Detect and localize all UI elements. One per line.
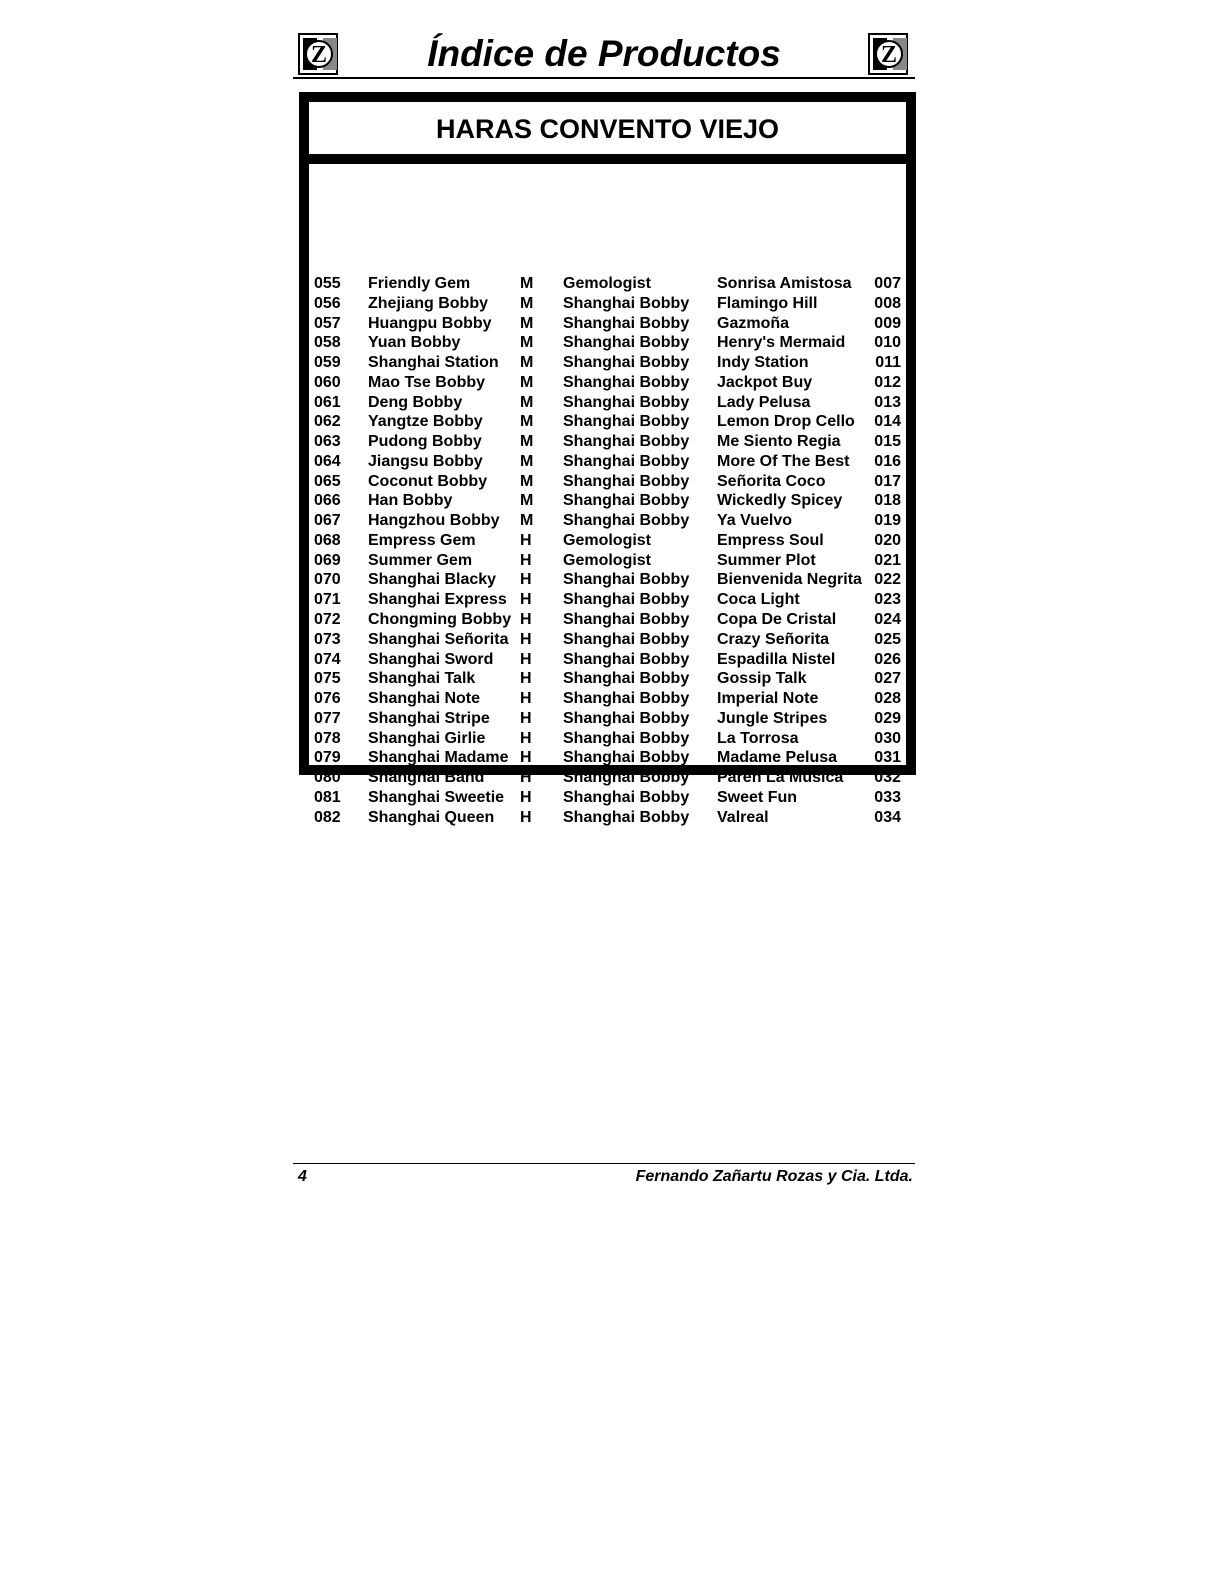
table-row bbox=[314, 630, 901, 650]
cell-s: H bbox=[520, 611, 532, 629]
cell-madre: Gossip Talk bbox=[717, 670, 807, 688]
cell-pag: 018 bbox=[874, 492, 901, 510]
table-row bbox=[314, 788, 901, 808]
cell-madre: Gazmoña bbox=[717, 314, 790, 332]
cell-nombre: Shanghai Girlie bbox=[368, 729, 486, 747]
table-row bbox=[314, 650, 901, 670]
cell-lote: 065 bbox=[314, 472, 341, 490]
cell-lote: 069 bbox=[314, 551, 341, 569]
table-row bbox=[314, 551, 901, 571]
cell-nombre: Chongming Bobby bbox=[368, 611, 512, 629]
index-table-area bbox=[309, 164, 906, 826]
cell-lote: 082 bbox=[314, 808, 341, 826]
cell-lote: 062 bbox=[314, 413, 341, 431]
cell-lote: 074 bbox=[314, 650, 341, 668]
cell-nombre: Shanghai Queen bbox=[368, 808, 495, 826]
cell-madre: Indy Station bbox=[717, 354, 809, 372]
cell-madre: Lemon Drop Cello bbox=[717, 413, 855, 431]
cell-nombre: Shanghai Band bbox=[368, 769, 485, 787]
cell-madre: Bienvenida Negrita bbox=[717, 571, 862, 589]
cell-pag: 009 bbox=[874, 314, 901, 332]
table-row bbox=[314, 709, 901, 729]
cell-s: M bbox=[520, 492, 534, 510]
cell-nombre: Shanghai Blacky bbox=[368, 571, 497, 589]
cell-s: H bbox=[520, 551, 532, 569]
cell-s: H bbox=[520, 630, 532, 648]
cell-lote: 056 bbox=[314, 294, 341, 312]
cell-nombre: Hangzhou Bobby bbox=[368, 512, 500, 530]
cell-nombre: Shanghai Sweetie bbox=[368, 788, 505, 806]
section-title: HARAS CONVENTO VIEJO bbox=[309, 102, 906, 154]
cell-pag: 010 bbox=[874, 334, 901, 352]
cell-lote: 073 bbox=[314, 630, 341, 648]
cell-padre: Shanghai Bobby bbox=[563, 709, 690, 727]
cell-madre: More Of The Best bbox=[717, 452, 850, 470]
cell-lote: 077 bbox=[314, 709, 341, 727]
table-row bbox=[314, 412, 901, 432]
cell-s: M bbox=[520, 314, 534, 332]
cell-lote: 067 bbox=[314, 512, 341, 530]
table-row bbox=[314, 314, 901, 334]
cell-s: H bbox=[520, 690, 532, 708]
column-header-s: S bbox=[520, 164, 531, 181]
table-row bbox=[314, 274, 901, 294]
cell-pag: 007 bbox=[874, 275, 901, 292]
cell-padre: Shanghai Bobby bbox=[563, 690, 690, 708]
cell-padre: Gemologist bbox=[563, 275, 652, 292]
cell-padre: Shanghai Bobby bbox=[563, 452, 690, 470]
cell-nombre: Shanghai Talk bbox=[368, 670, 476, 688]
cell-lote: 063 bbox=[314, 433, 341, 451]
cell-madre: Coca Light bbox=[717, 591, 800, 609]
cell-padre: Gemologist bbox=[563, 531, 652, 549]
cell-s: H bbox=[520, 769, 532, 787]
column-header-nombre: Nombre bbox=[368, 164, 429, 181]
cell-pag: 030 bbox=[874, 729, 901, 747]
cell-nombre: Jiangsu Bobby bbox=[368, 452, 483, 470]
cell-s: M bbox=[520, 334, 534, 352]
cell-s: H bbox=[520, 709, 532, 727]
cell-pag: 022 bbox=[874, 571, 901, 589]
cell-lote: 080 bbox=[314, 769, 341, 787]
cell-padre: Shanghai Bobby bbox=[563, 749, 690, 767]
cell-pag: 020 bbox=[874, 531, 901, 549]
table-row bbox=[314, 452, 901, 472]
cell-s: H bbox=[520, 571, 532, 589]
cell-pag: 025 bbox=[874, 630, 901, 648]
cell-s: H bbox=[520, 591, 532, 609]
header-rule bbox=[293, 77, 915, 79]
cell-madre: Lady Pelusa bbox=[717, 393, 811, 411]
table-row bbox=[314, 353, 901, 373]
cell-madre: Señorita Coco bbox=[717, 472, 826, 490]
cell-s: M bbox=[520, 512, 534, 530]
column-header-lote: Lote bbox=[314, 164, 348, 181]
table-row bbox=[314, 294, 901, 314]
column-header-pag: Pág. bbox=[868, 164, 902, 181]
cell-madre: La Torrosa bbox=[717, 729, 799, 747]
cell-madre: Imperial Note bbox=[717, 690, 819, 708]
cell-pag: 017 bbox=[874, 472, 901, 490]
cell-padre: Shanghai Bobby bbox=[563, 650, 690, 668]
cell-pag: 026 bbox=[874, 650, 901, 668]
cell-padre: Gemologist bbox=[563, 551, 652, 569]
cell-s: H bbox=[520, 670, 532, 688]
cell-nombre: Han Bobby bbox=[368, 492, 453, 510]
table-row bbox=[314, 748, 901, 768]
cell-pag: 014 bbox=[874, 413, 901, 431]
cell-madre: Wickedly Spicey bbox=[717, 492, 843, 510]
cell-padre: Shanghai Bobby bbox=[563, 334, 690, 352]
cell-s: H bbox=[520, 650, 532, 668]
cell-nombre: Shanghai Stripe bbox=[368, 709, 490, 727]
cell-padre: Shanghai Bobby bbox=[563, 670, 690, 688]
cell-nombre: Shanghai Sword bbox=[368, 650, 494, 668]
cell-madre: Copa De Cristal bbox=[717, 611, 837, 629]
table-row bbox=[314, 472, 901, 492]
cell-madre: Sweet Fun bbox=[717, 788, 798, 806]
cell-padre: Shanghai Bobby bbox=[563, 354, 690, 372]
cell-padre: Shanghai Bobby bbox=[563, 571, 690, 589]
cell-nombre: Mao Tse Bobby bbox=[368, 373, 486, 391]
cell-padre: Shanghai Bobby bbox=[563, 769, 690, 787]
page-title: Índice de Productos bbox=[427, 33, 781, 74]
table-row bbox=[314, 768, 901, 788]
table-row bbox=[314, 669, 901, 689]
cell-s: M bbox=[520, 294, 534, 312]
cell-pag: 013 bbox=[874, 393, 901, 411]
cell-lote: 060 bbox=[314, 373, 341, 391]
logo-letter-right: Z bbox=[880, 42, 898, 68]
company-logo-right bbox=[867, 32, 911, 76]
cell-madre: Flamingo Hill bbox=[717, 294, 818, 312]
column-header-madre: Madre bbox=[717, 164, 765, 181]
cell-madre: Henry's Mermaid bbox=[717, 334, 846, 352]
cell-madre: Me Siento Regia bbox=[717, 433, 841, 451]
cell-s: M bbox=[520, 275, 534, 292]
cell-padre: Shanghai Bobby bbox=[563, 788, 690, 806]
cell-madre: Jackpot Buy bbox=[717, 373, 813, 391]
cell-lote: 058 bbox=[314, 334, 341, 352]
cell-madre: Paren La Música bbox=[717, 769, 844, 787]
cell-madre: Crazy Señorita bbox=[717, 630, 830, 648]
cell-nombre: Friendly Gem bbox=[368, 275, 471, 292]
cell-nombre: Shanghai Madame bbox=[368, 749, 509, 767]
table-row bbox=[314, 333, 901, 353]
cell-nombre: Shanghai Note bbox=[368, 690, 481, 708]
cell-s: M bbox=[520, 433, 534, 451]
cell-pag: 019 bbox=[874, 512, 901, 530]
cell-padre: Shanghai Bobby bbox=[563, 808, 690, 826]
column-header-padre: Padre bbox=[563, 164, 608, 181]
cell-lote: 059 bbox=[314, 354, 341, 372]
cell-madre: Empress Soul bbox=[717, 531, 824, 549]
logo-letter-left: Z bbox=[310, 42, 328, 68]
cell-s: H bbox=[520, 788, 532, 806]
cell-padre: Shanghai Bobby bbox=[563, 492, 690, 510]
cell-nombre: Yuan Bobby bbox=[368, 334, 461, 352]
cell-s: M bbox=[520, 393, 534, 411]
cell-pag: 028 bbox=[874, 690, 901, 708]
table-row bbox=[314, 590, 901, 610]
cell-nombre: Shanghai Señorita bbox=[368, 630, 509, 648]
cell-madre: Ya Vuelvo bbox=[717, 512, 792, 530]
table-row bbox=[314, 531, 901, 551]
cell-lote: 072 bbox=[314, 611, 341, 629]
cell-madre: Valreal bbox=[717, 808, 769, 826]
table-row bbox=[314, 393, 901, 413]
cell-s: H bbox=[520, 531, 532, 549]
footer-rule bbox=[293, 1163, 915, 1164]
cell-padre: Shanghai Bobby bbox=[563, 393, 690, 411]
cell-nombre: Summer Gem bbox=[368, 551, 473, 569]
cell-madre: Jungle Stripes bbox=[717, 709, 828, 727]
cell-lote: 055 bbox=[314, 275, 341, 292]
page-footer bbox=[293, 1163, 915, 1193]
table-row bbox=[314, 808, 901, 828]
cell-nombre: Deng Bobby bbox=[368, 393, 463, 411]
cell-pag: 027 bbox=[874, 670, 901, 688]
cell-lote: 068 bbox=[314, 531, 341, 549]
cell-nombre: Zhejiang Bobby bbox=[368, 294, 488, 312]
table-row bbox=[314, 511, 901, 531]
page-number: 4 bbox=[298, 1168, 307, 1185]
cell-s: M bbox=[520, 354, 534, 372]
cell-nombre: Yangtze Bobby bbox=[368, 413, 483, 431]
cell-s: M bbox=[520, 373, 534, 391]
cell-padre: Shanghai Bobby bbox=[563, 611, 690, 629]
cell-pag: 008 bbox=[874, 294, 901, 312]
cell-lote: 070 bbox=[314, 571, 341, 589]
table-row bbox=[314, 432, 901, 452]
cell-pag: 031 bbox=[874, 749, 901, 767]
cell-pag: 029 bbox=[874, 709, 901, 727]
cell-padre: Shanghai Bobby bbox=[563, 433, 690, 451]
table-row bbox=[314, 491, 901, 511]
cell-padre: Shanghai Bobby bbox=[563, 294, 690, 312]
cell-pag: 021 bbox=[874, 551, 901, 569]
cell-padre: Shanghai Bobby bbox=[563, 630, 690, 648]
cell-padre: Shanghai Bobby bbox=[563, 472, 690, 490]
cell-lote: 061 bbox=[314, 393, 341, 411]
cell-madre: Espadilla Nistel bbox=[717, 650, 836, 668]
index-panel bbox=[299, 92, 916, 826]
cell-padre: Shanghai Bobby bbox=[563, 512, 690, 530]
cell-s: M bbox=[520, 452, 534, 470]
table-row bbox=[314, 373, 901, 393]
cell-nombre: Shanghai Express bbox=[368, 591, 507, 609]
cell-pag: 024 bbox=[874, 611, 901, 629]
index-table bbox=[314, 274, 901, 827]
cell-lote: 078 bbox=[314, 729, 341, 747]
cell-lote: 081 bbox=[314, 788, 341, 806]
cell-padre: Shanghai Bobby bbox=[563, 373, 690, 391]
cell-pag: 012 bbox=[874, 373, 901, 391]
cell-madre: Summer Plot bbox=[717, 551, 816, 569]
cell-padre: Shanghai Bobby bbox=[563, 413, 690, 431]
cell-madre: Madame Pelusa bbox=[717, 749, 838, 767]
cell-s: M bbox=[520, 413, 534, 431]
cell-nombre: Shanghai Station bbox=[368, 354, 499, 372]
table-row bbox=[314, 610, 901, 630]
cell-lote: 071 bbox=[314, 591, 341, 609]
cell-padre: Shanghai Bobby bbox=[563, 729, 690, 747]
cell-pag: 032 bbox=[874, 769, 901, 787]
cell-pag: 023 bbox=[874, 591, 901, 609]
cell-lote: 064 bbox=[314, 452, 341, 470]
cell-s: H bbox=[520, 749, 532, 767]
table-row bbox=[314, 729, 901, 749]
cell-nombre: Pudong Bobby bbox=[368, 433, 482, 451]
cell-pag: 015 bbox=[874, 433, 901, 451]
cell-pag: 016 bbox=[874, 452, 901, 470]
cell-pag: 034 bbox=[874, 808, 901, 826]
cell-pag: 011 bbox=[875, 354, 901, 372]
cell-padre: Shanghai Bobby bbox=[563, 314, 690, 332]
cell-lote: 075 bbox=[314, 670, 341, 688]
table-row bbox=[314, 689, 901, 709]
cell-lote: 079 bbox=[314, 749, 341, 767]
cell-pag: 033 bbox=[874, 788, 901, 806]
cell-lote: 066 bbox=[314, 492, 341, 510]
cell-nombre: Huangpu Bobby bbox=[368, 314, 492, 332]
cell-s: M bbox=[520, 472, 534, 490]
cell-lote: 076 bbox=[314, 690, 341, 708]
cell-lote: 057 bbox=[314, 314, 341, 332]
page-header bbox=[293, 30, 915, 80]
cell-s: H bbox=[520, 729, 532, 747]
table-row bbox=[314, 570, 901, 590]
cell-madre: Sonrisa Amistosa bbox=[717, 275, 852, 292]
cell-s: H bbox=[520, 808, 532, 826]
cell-nombre: Coconut Bobby bbox=[368, 472, 488, 490]
cell-nombre: Empress Gem bbox=[368, 531, 476, 549]
company-name: Fernando Zañartu Rozas y Cia. Ltda. bbox=[635, 1168, 913, 1185]
cell-padre: Shanghai Bobby bbox=[563, 591, 690, 609]
